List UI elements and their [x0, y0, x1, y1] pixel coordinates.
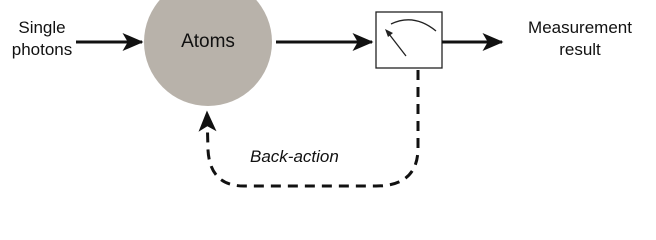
input-label-line2: photons	[11, 40, 73, 59]
analog-meter-icon	[376, 12, 442, 68]
output-label-line1: Measurement	[528, 18, 632, 37]
output-label-line2: result	[559, 40, 601, 59]
input-label-line1: Single	[18, 18, 66, 37]
atoms-label: Atoms	[181, 31, 235, 52]
input-label	[0, 17, 106, 61]
back-action-label: Back-action	[250, 147, 339, 166]
atoms-circle	[144, 0, 272, 106]
output-label	[505, 17, 655, 61]
